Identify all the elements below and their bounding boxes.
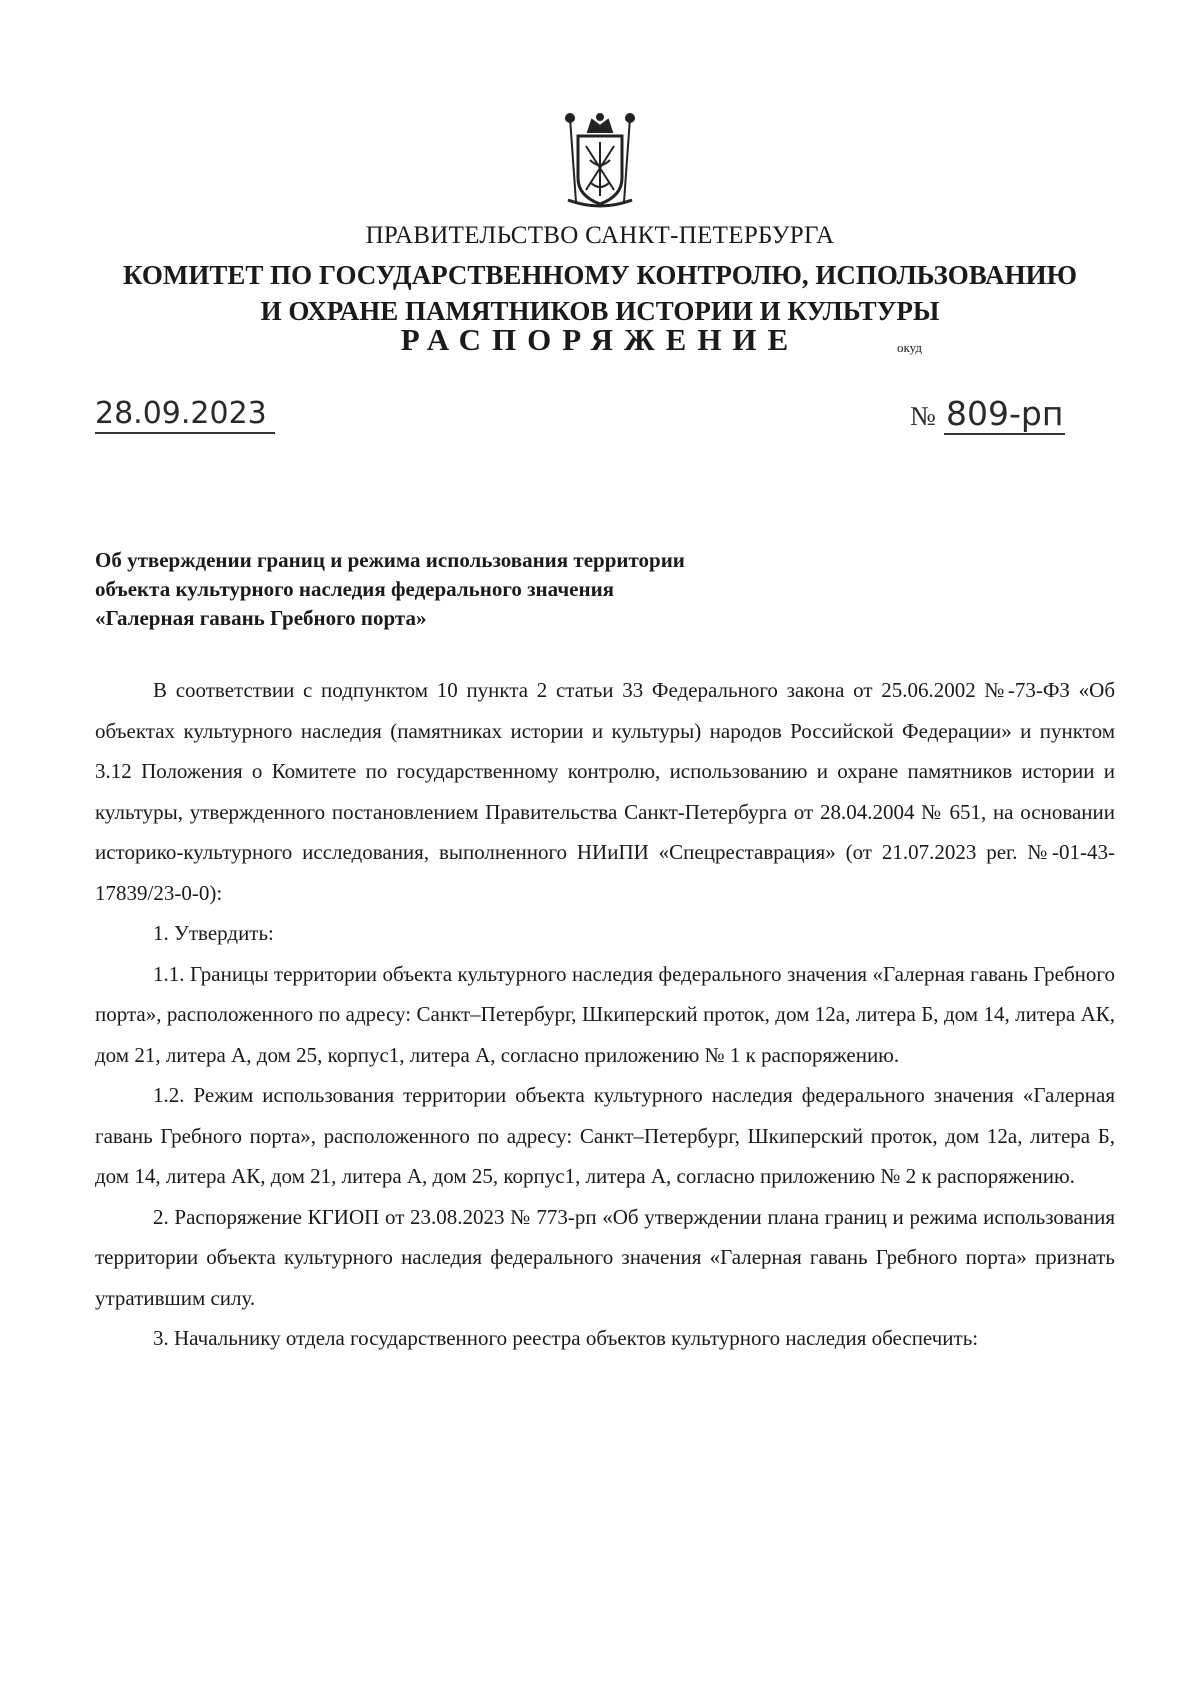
- document-type: РАСПОРЯЖЕНИЕ: [400, 322, 800, 357]
- number-value: 809-рп: [946, 394, 1064, 433]
- committee-title-line-2: И ОХРАНЕ ПАМЯТНИКОВ ИСТОРИИ И КУЛЬТУРЫ: [260, 296, 940, 326]
- document-date: 28.09.2023: [95, 396, 275, 434]
- document-number: [910, 394, 1065, 433]
- paragraph-preamble: В соответствии с подпунктом 10 пункта 2 статьи 33 Федерального закона от 25.06.2002 №-73-ФЗ «Об объектах культурного наследия (памятниках истории и культуры) народов Российской Федерации» и пунктом 3.12 Положения о Комитете по государственному контролю, использованию и охране памятников истории и культуры, утвержденного постановлением Правительства Санкт-Петербурга от 28.04.2004 № 651, на основании историко-культурного исследования, выполненного НИиПИ «Спецреставрация» (от 21.07.2023 рег. №-01-43-17839/23-0-0):: [95, 678, 1115, 905]
- paragraph-item-1: 1. Утвердить:: [153, 921, 274, 945]
- paragraph-item-3: 3. Начальнику отдела государственного реестра объектов культурного наследия обеспечить:: [153, 1326, 979, 1350]
- okud-label: окуд: [897, 340, 922, 355]
- committee-title: [0, 257, 1200, 329]
- document-body: [95, 670, 1115, 1359]
- subject-line-2: объекта культурного наследия федерального значения: [95, 577, 615, 601]
- document-subject: [95, 546, 685, 633]
- subject-line-1: Об утверждении границ и режима использования территории: [95, 548, 685, 572]
- paragraph-item-2: 2. Распоряжение КГИОП от 23.08.2023 № 773-рп «Об утверждении плана границ и режима использования территории объекта культурного наследия федерального значения «Галерная гавань Гребного порта» признать утратившим силу.: [95, 1204, 1115, 1310]
- government-title: ПРАВИТЕЛЬСТВО САНКТ-ПЕТЕРБУРГА: [365, 222, 835, 249]
- number-sign: №: [910, 401, 936, 431]
- subject-line-3: «Галерная гавань Гребного порта»: [95, 606, 427, 630]
- coat-of-arms-icon: [562, 112, 638, 210]
- committee-title-line-1: КОМИТЕТ ПО ГОСУДАРСТВЕННОМУ КОНТРОЛЮ, ИСПОЛЬЗОВАНИЮ: [123, 260, 1077, 290]
- paragraph-item-1-1: 1.1. Границы территории объекта культурного наследия федерального значения «Галерная гавань Гребного порта», расположенного по адресу: Санкт–Петербург, Шкиперский проток, дом 12а, литера Б, дом 14, литера АК, дом 21, литера А, дом 25, корпус1, литера А, согласно приложению № 1 к распоряжению.: [95, 961, 1115, 1067]
- paragraph-item-1-2: 1.2. Режим использования территории объекта культурного наследия федерального значения «Галерная гавань Гребного порта», расположенного по адресу: Санкт–Петербург, Шкиперский проток, дом 12а, литера Б, дом 14, литера АК, дом 21, литера А, дом 25, корпус1, литера А, согласно приложению № 2 к распоряжению.: [95, 1083, 1115, 1188]
